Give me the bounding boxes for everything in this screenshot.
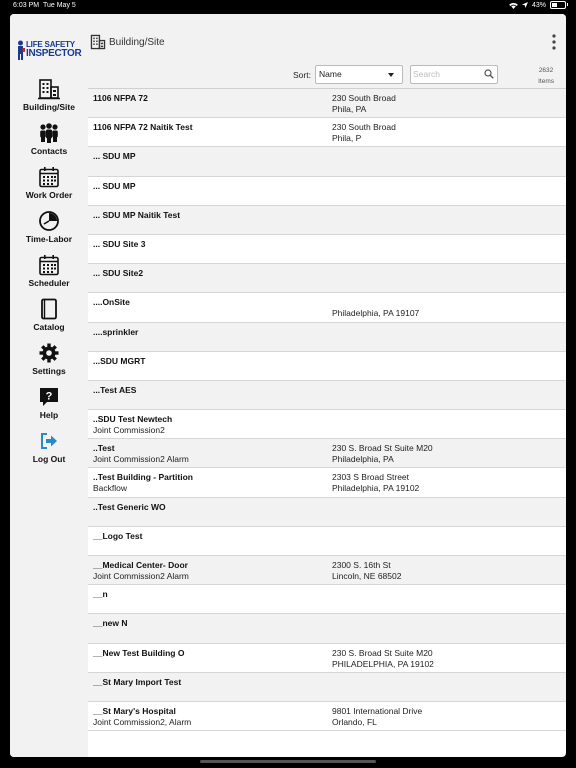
status-time: 6:03 PM Tue May 5 <box>13 2 76 9</box>
item-subtitle: Joint Commission2 <box>93 425 165 436</box>
sidebar-item-work-order[interactable] <box>10 166 88 200</box>
item-subtitle: Joint Commission2 Alarm <box>93 454 189 465</box>
logout-icon <box>38 430 60 452</box>
sidebar-item-catalog[interactable] <box>10 298 88 332</box>
item-subtitle: Joint Commission2, Alarm <box>93 716 192 727</box>
sort-dropdown[interactable] <box>315 65 403 84</box>
item-address-line1: 2303 S Broad Street <box>332 472 410 483</box>
gear-icon <box>38 342 60 364</box>
list-item[interactable] <box>88 702 566 731</box>
search-input[interactable] <box>413 68 481 80</box>
item-name: ... SDU MP <box>93 180 136 191</box>
building-icon <box>38 78 60 100</box>
sidebar-item-label: Building/Site <box>23 102 75 112</box>
item-count <box>538 65 554 87</box>
list-item[interactable] <box>88 585 566 614</box>
item-address-line1: 230 S. Broad St Suite M20 <box>332 443 433 454</box>
sidebar-item-label: Time-Labor <box>25 234 73 244</box>
item-address-line2: Philadelphia, PA 19102 <box>332 483 420 494</box>
sort-label: Sort: <box>293 70 311 80</box>
item-address-line1: 2300 S. 16th St <box>332 560 391 570</box>
sidebar-item-label: Log Out <box>32 454 66 464</box>
sidebar-item-scheduler[interactable] <box>10 254 88 288</box>
sidebar <box>10 14 88 757</box>
sidebar-item-building-site[interactable] <box>10 78 88 112</box>
item-address-line2: Philadelphia, PA <box>332 454 394 465</box>
chevron-down-icon <box>388 73 394 77</box>
list-item[interactable] <box>88 235 566 264</box>
item-subtitle: Backflow <box>93 483 128 494</box>
item-count-number: 2632 <box>538 67 554 74</box>
list-item[interactable] <box>88 293 566 322</box>
list-item[interactable] <box>88 644 566 673</box>
item-name: ..Test Generic WO <box>93 501 166 512</box>
item-name: 1106 NFPA 72 Naitik Test <box>93 122 193 133</box>
building-list <box>88 89 566 731</box>
item-name: ..Test Building - Partition <box>93 472 193 483</box>
item-name: ....OnSite <box>93 297 130 308</box>
sidebar-item-label: Work Order <box>25 190 73 200</box>
search-box <box>410 65 498 84</box>
item-name: ...SDU MGRT <box>93 355 146 366</box>
sidebar-item-label: Contacts <box>30 146 68 156</box>
building-icon <box>90 34 106 50</box>
item-name: ... SDU MP <box>93 151 136 162</box>
logo-line1: LIFE SAFETY <box>26 40 75 49</box>
sidebar-item-log-out[interactable] <box>10 430 88 464</box>
sort-value: Name <box>319 69 342 79</box>
item-subtitle: Joint Commission2 Alarm <box>93 571 189 581</box>
item-name: __n <box>93 589 108 600</box>
item-name: __St Mary's Hospital <box>93 705 176 716</box>
status-right <box>509 1 566 9</box>
page-title: Building/Site <box>109 37 165 48</box>
sidebar-item-contacts[interactable] <box>10 122 88 156</box>
list-item[interactable] <box>88 89 566 118</box>
list-item[interactable] <box>88 498 566 527</box>
app-window <box>10 14 566 757</box>
list-item[interactable] <box>88 468 566 497</box>
item-name: ...Test AES <box>93 384 137 395</box>
page-header <box>88 14 566 60</box>
sidebar-item-label: Help <box>39 410 59 420</box>
list-toolbar <box>88 60 566 89</box>
list-item[interactable] <box>88 206 566 235</box>
sidebar-item-label: Settings <box>32 366 66 376</box>
item-address-line1: 230 S. Broad St Suite M20 <box>332 647 433 658</box>
calendar-icon <box>38 166 60 188</box>
status-bar <box>0 0 576 12</box>
item-address-line2: Lincoln, NE 68502 <box>332 571 402 581</box>
wifi-icon <box>509 2 518 9</box>
list-item[interactable] <box>88 118 566 147</box>
battery-icon <box>550 1 566 9</box>
list-item[interactable] <box>88 527 566 556</box>
item-address-line2: Phila, PA <box>332 104 367 114</box>
list-item[interactable] <box>88 673 566 702</box>
item-name: __Logo Test <box>93 530 143 541</box>
more-menu-icon[interactable] <box>552 34 556 50</box>
list-item[interactable] <box>88 352 566 381</box>
list-item[interactable] <box>88 323 566 352</box>
item-name: __new N <box>93 618 128 629</box>
item-address-line2: Phila, P <box>332 133 362 144</box>
help-icon <box>38 386 60 408</box>
home-indicator <box>200 760 376 763</box>
book-icon <box>38 298 60 320</box>
item-name: ..Test <box>93 443 115 454</box>
item-address-line1: 230 South Broad <box>332 93 396 103</box>
item-name: ..SDU Test Newtech <box>93 414 173 425</box>
item-name: ....sprinkler <box>93 326 139 337</box>
item-name: ... SDU Site2 <box>93 268 144 279</box>
sidebar-item-settings[interactable] <box>10 342 88 376</box>
clock-icon <box>38 210 60 232</box>
list-item[interactable] <box>88 264 566 293</box>
sidebar-item-label: Catalog <box>33 322 65 332</box>
location-icon <box>522 2 528 8</box>
item-name: ... SDU MP Naitik Test <box>93 209 181 220</box>
people-icon <box>38 122 60 144</box>
item-name: __New Test Building O <box>93 647 185 658</box>
inspector-figure-icon <box>16 40 25 60</box>
item-address-line2: PHILADELPHIA, PA 19102 <box>332 658 434 669</box>
app-logo <box>16 38 82 62</box>
svg-text:?: ? <box>45 390 53 403</box>
search-icon[interactable] <box>484 69 494 79</box>
item-address-line2: Orlando, FL <box>332 716 377 727</box>
item-name: ... SDU Site 3 <box>93 238 146 249</box>
sidebar-item-label: Scheduler <box>28 278 70 288</box>
item-address-line1: 230 South Broad <box>332 122 396 133</box>
sidebar-item-time-labor[interactable] <box>10 210 88 244</box>
calendar-icon <box>38 254 60 276</box>
list-item[interactable] <box>88 147 566 176</box>
list-item[interactable] <box>88 381 566 410</box>
item-name: __St Mary Import Test <box>93 676 182 687</box>
list-item[interactable] <box>88 410 566 439</box>
sidebar-item-help[interactable] <box>10 386 88 420</box>
item-count-label: Items <box>538 78 554 85</box>
item-name: 1106 NFPA 72 <box>93 93 148 103</box>
list-item[interactable] <box>88 439 566 468</box>
item-address-line2: Philadelphia, PA 19107 <box>332 308 420 319</box>
list-item[interactable] <box>88 177 566 206</box>
list-item[interactable] <box>88 556 566 585</box>
battery-percent: 43% <box>531 1 546 9</box>
list-item[interactable] <box>88 614 566 643</box>
logo-line2: INSPECTOR <box>26 48 82 59</box>
item-address-line1: 9801 International Drive <box>332 705 423 716</box>
item-name: __Medical Center- Door <box>93 560 188 570</box>
